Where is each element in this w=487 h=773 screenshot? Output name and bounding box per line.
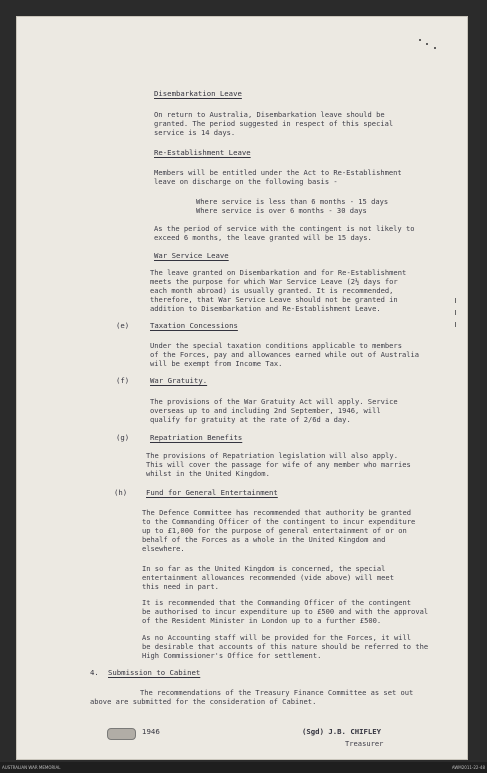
- heading-general-entertainment: Fund for General Entertainment: [146, 488, 278, 497]
- text-line: service is 14 days.: [154, 128, 236, 137]
- heading-repatriation: Repatriation Benefits: [150, 433, 243, 442]
- text-line: As the period of service with the contingent is not likely to: [154, 224, 415, 233]
- heading-war-service: War Service Leave: [154, 251, 229, 260]
- margin-mark: [455, 322, 456, 327]
- text-line: above are submitted for the consideration of Cabinet.: [90, 697, 317, 706]
- text-line: whilst in the United Kingdom.: [146, 469, 270, 478]
- text-line: exceed 6 months, the leave granted will be 15 days.: [154, 233, 372, 242]
- text-line: granted. The period suggested in respect of this special: [154, 119, 394, 128]
- heading-disembarkation: Disembarkation Leave: [154, 89, 242, 98]
- section-marker: (g): [116, 433, 130, 442]
- section-marker: 4.: [90, 668, 99, 677]
- text-line: this need in part.: [142, 582, 219, 591]
- text-line: The Defence Committee has recommended that authority be granted: [142, 508, 412, 517]
- text-line: entertainment allowances recommended (vide above) will meet: [142, 573, 394, 582]
- text-line: On return to Australia, Disembarkation leave should be: [154, 110, 385, 119]
- text-line: overseas up to and including 2nd September, 1946, will: [150, 406, 381, 415]
- text-line: to the Commanding Officer of the contingent to incur expenditure: [142, 517, 416, 526]
- ink-speck: [434, 47, 436, 49]
- signature-name: (Sgd) J.B. CHIFLEY: [302, 727, 382, 736]
- text-line: Under the special taxation conditions applicable to members: [150, 341, 402, 350]
- signature-year: 1946: [142, 728, 160, 736]
- text-line: It is recommended that the Commanding Officer of the contingent: [142, 598, 412, 607]
- text-line: This will cover the passage for wife of any member who marries: [146, 460, 411, 469]
- section-marker: (f): [116, 376, 130, 385]
- section-marker: (h): [114, 488, 128, 497]
- heading-war-gratuity: War Gratuity.: [150, 376, 208, 385]
- text-line: The provisions of the War Gratuity Act will apply. Service: [150, 397, 398, 406]
- margin-mark: [455, 310, 456, 315]
- text-line: In so far as the United Kingdom is concerned, the special: [142, 564, 386, 573]
- footer-reference: AWM2011-22-48: [451, 765, 485, 770]
- text-line: behalf of the Forces as a whole in the United Kingdom and: [142, 535, 386, 544]
- stamp-mark: [107, 728, 136, 740]
- text-line: will be exempt from Income Tax.: [150, 359, 283, 368]
- text-line: be desirable that accounts of this nature should be referred to the: [142, 642, 429, 651]
- text-line: of the Forces, pay and allowances earned while out of Australia: [150, 350, 420, 359]
- text-line: of the Resident Minister in London up to a further £500.: [142, 616, 382, 625]
- basis-line: Where service is over 6 months - 30 days: [196, 206, 367, 215]
- text-line: The leave granted on Disembarkation and for Re-Establishment: [150, 268, 407, 277]
- margin-mark: [455, 298, 456, 303]
- heading-submission: Submission to Cabinet: [108, 668, 201, 677]
- text-line: qualify for gratuity at the rate of 2/6d a day.: [150, 415, 351, 424]
- text-line: meets the purpose for which War Service Leave (2½ days for: [150, 277, 398, 286]
- footer-bar: [0, 762, 487, 773]
- text-line: The provisions of Repatriation legislation will also apply.: [146, 451, 398, 460]
- text-line: elsewhere.: [142, 544, 185, 553]
- signature-title: Treasurer: [345, 739, 384, 748]
- ink-speck: [426, 43, 428, 45]
- text-line: High Commissioner's Office for settlement.: [142, 651, 322, 660]
- ink-speck: [419, 39, 421, 41]
- basis-line: Where service is less than 6 months - 15 days: [196, 197, 389, 206]
- section-marker: (e): [116, 321, 130, 330]
- text-line: up to £1,000 for the purpose of general entertainment of or on: [142, 526, 407, 535]
- text-line: The recommendations of the Treasury Finance Committee as set out: [140, 688, 414, 697]
- text-line: therefore, that War Service Leave should not be granted in: [150, 295, 398, 304]
- footer-source: AUSTRALIAN WAR MEMORIAL: [2, 765, 61, 770]
- heading-taxation: Taxation Concessions: [150, 321, 238, 330]
- text-line: addition to Disembarkation and Re-Establishment Leave.: [150, 304, 381, 313]
- text-line: be authorised to incur expenditure up to £500 and with the approval: [142, 607, 429, 616]
- heading-re-establishment: Re-Establishment Leave: [154, 148, 251, 157]
- text-line: leave on discharge on the following basis -: [154, 177, 338, 186]
- text-line: As no Accounting staff will be provided for the Forces, it will: [142, 633, 412, 642]
- text-line: Members will be entitled under the Act to Re-Establishment: [154, 168, 402, 177]
- text-line: each month abroad) is usually granted. It is recommended,: [150, 286, 394, 295]
